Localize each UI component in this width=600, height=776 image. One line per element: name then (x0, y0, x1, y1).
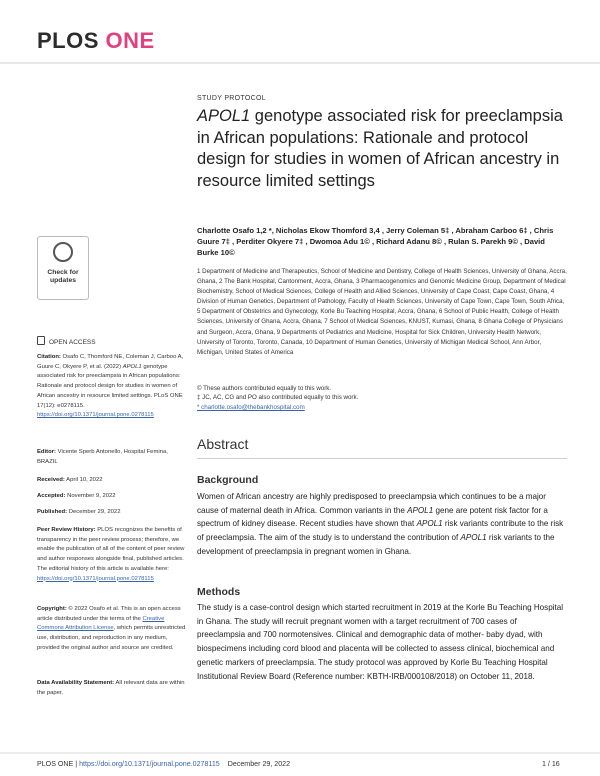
editor-value: Vicente Sperb Antonello, Hospital Femina, BRAZIL (37, 449, 168, 465)
abstract-divider (197, 458, 567, 459)
bg-part4: risk variants to the development of preeclampsia in pregnant women in Ghana. (197, 533, 555, 556)
peer-text: PLOS recognizes the benefits of transparency in the peer review process; therefore, we enable the publication of all of the content of peer review and author responses alongside final, published articles. The editorial history of this article is available here: (37, 527, 185, 572)
methods-text: The study is a case-control design which started recruitment in 2019 at the Korle Bu Teaching Hospital in Ghana. The study will recruit pregnant women with a target recruitment of 700 cases of preeclampsia and 700 normotensives. Clinical and demographic data of mother- baby dyad, with biospecimens including cord blood and placenta will be collected to assess clinical, biochemical and genetic markers of preeclampsia. The study protocol was approved by Korle Bu Teaching Hospital Institutional Review Board (Reference number: KBTH-IRB/000108/2018) on October 11, 2018. (197, 603, 564, 681)
open-access-text: OPEN ACCESS (49, 339, 96, 346)
header-divider (0, 62, 600, 64)
data-label: Data Availability Statement: (37, 680, 115, 686)
background-heading: Background (197, 474, 259, 486)
logo-plos: PLOS (37, 28, 99, 53)
license-link[interactable]: Creative Commons Attribution License (37, 615, 165, 632)
footer-doi-link[interactable]: https://doi.org/10.1371/journal.pone.0278115 (79, 760, 220, 768)
bg-gene2: APOL1 (416, 519, 443, 529)
note-equal: © These authors contributed equally to this work. (197, 385, 332, 392)
author-notes (197, 384, 567, 412)
citation-doi-link[interactable]: https://doi.org/10.1371/journal.pone.0278115 (37, 412, 154, 419)
bg-gene1: APOL1 (407, 505, 434, 515)
methods-heading: Methods (197, 586, 241, 598)
citation-part2: genotype associated risk for preeclampsia in African populations: Rationale and protocol design for studies in women of African ancestry in resource limited settings. PLoS ONE 17(12): e0278115. (37, 363, 183, 409)
note-also: ‡ JC, AC, CG and PO also contributed equally to this work. (197, 394, 359, 402)
open-access-label (37, 336, 96, 346)
accepted-value: November 9, 2022 (65, 493, 116, 499)
author-list: Charlotte Osafo 1,2 *, Nicholas Ekow Thomford 3,4 , Jerry Coleman 5‡ , Abraham Carboo 6‡ , Chris Guure 7‡ , Perditer Okyere 7‡ , Dwomoa Adu 1© , Richard Adanu 8© , Rulan S. Parekh 9© , David Burke 10© (197, 226, 554, 258)
copyright-part2: , which permits unrestricted use, distribution, and reproduction in any medium, provided the original author and source are credited. (37, 625, 186, 651)
published-label: Published: (37, 509, 68, 515)
accepted (37, 492, 187, 502)
title-gene: APOL1 (197, 107, 251, 125)
bg-part1: Women of African ancestry are highly predisposed to preeclampsia which continues to be a major cause of maternal death in Africa. Common variants in the (197, 492, 546, 515)
data-value: All relevant data are within the paper. (37, 680, 185, 696)
citation-gene: APOL1 (122, 363, 142, 370)
published (37, 508, 187, 518)
logo-one: ONE (105, 28, 155, 53)
footer (37, 760, 290, 768)
data-availability (37, 679, 187, 698)
corresponding-email[interactable]: * charlotte.osafo@thebankhospital.com (197, 403, 305, 411)
refresh-icon (53, 242, 73, 262)
affiliations: 1 Department of Medicine and Therapeutics, School of Medicine and Dentistry, College of Health Sciences, University of Ghana, Accra, Ghana, 2 The Bank Hospital, Cantonment, Accra, Ghana, 3 Pharmacogenomics and Genomic Medicine Group, Department of Medical Biochemistry, School of Medical Sciences, College of Health and Allied Sciences, University of Cape Coast, Cape Coast, Ghana, 4 Division of Human Genetics, Department of Pathology, Faculty of Health Sciences, University of Cape Town, Cape Town, South Africa, 5 Department of Obstetrics and Gynecology, Korle Bu Teaching Hospital, Accra, Ghana, 6 School of Public Health, College of Health Sciences, University of Ghana, Accra, Ghana, 7 School of Medical Sciences, KNUST, Kumasi, Ghana, 8 Ghana College of Physicians and Surgeon, Accra, Ghana, 9 Departments of Pediatrics and Medicine, Hospital for Sick Children, University Health Network, University of Toronto, Toronto, Canada, 10 Department of Human Genetics, University of Michigan Medical School, Ann Arbor, Michigan, United States of America (197, 268, 567, 356)
received-value: April 10, 2022 (64, 477, 103, 483)
article-title (197, 106, 567, 192)
published-value: December 29, 2022 (67, 509, 121, 515)
received-label: Received: (37, 477, 65, 483)
copyright (37, 605, 187, 654)
unlock-icon (37, 336, 45, 345)
editor-label: Editor: (37, 449, 56, 455)
check-updates-label: Check for updates (47, 269, 79, 284)
citation (37, 353, 187, 421)
editor (37, 448, 187, 467)
page-number: 1 / 16 (542, 760, 560, 768)
journal-logo[interactable] (37, 28, 155, 54)
citation-part1: Osafo C, Thomford NE, Coleman J, Carboo A, Guure C, Okyere P, et al. (2022) (37, 354, 184, 370)
title-rest: genotype associated risk for preeclampsia in African populations: Rationale and protocol design for studies in women of African ancestry in resource limited settings (197, 107, 563, 190)
peer-review-link[interactable]: https://doi.org/10.1371/journal.pone.0278115 (37, 575, 154, 582)
citation-label: Citation: (37, 354, 61, 360)
footer-date: December 29, 2022 (227, 760, 291, 768)
received (37, 476, 187, 486)
check-for-updates-badge[interactable] (37, 236, 89, 300)
bg-part3: risk variants contribute to the risk of preeclampsia. The aim of the study is to understand the contribution of (197, 519, 564, 543)
accepted-label: Accepted: (37, 493, 66, 499)
bg-gene3: APOL1 (460, 533, 487, 543)
copyright-label: Copyright: (37, 606, 67, 612)
abstract-heading: Abstract (197, 436, 249, 452)
article-type: STUDY PROTOCOL (197, 95, 266, 102)
copyright-part1: © 2022 Osafo et al. This is an open access article distributed under the terms of the (37, 606, 181, 622)
bg-part2: gene are potent risk factor for a spectrum of kidney disease. Recent studies have shown that (197, 505, 548, 529)
peer-review-history (37, 526, 187, 584)
background-text (197, 490, 567, 559)
footer-divider (0, 752, 600, 754)
footer-journal: PLOS ONE | (37, 760, 80, 768)
peer-label: Peer Review History: (37, 527, 96, 533)
